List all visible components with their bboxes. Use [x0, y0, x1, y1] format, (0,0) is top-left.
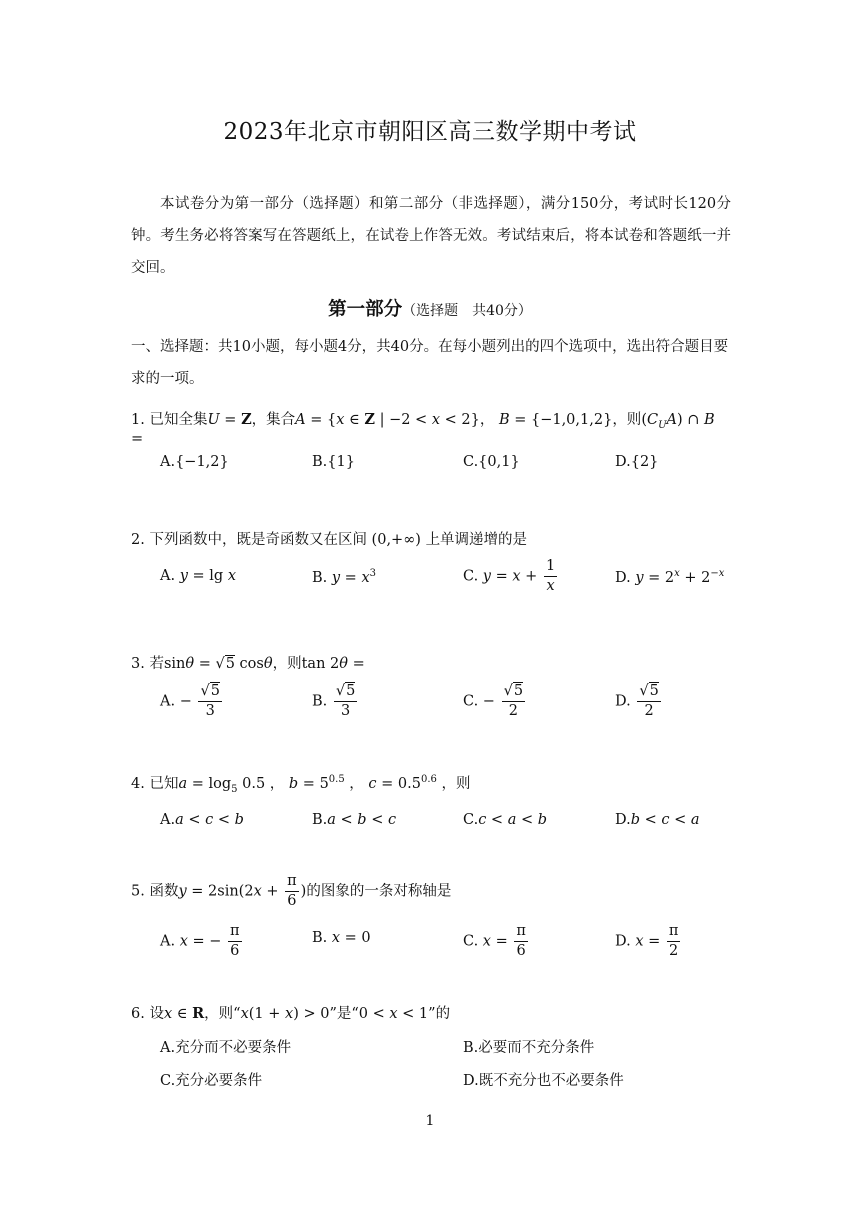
question-5-option-c: C. x = $\frac{\pi}{6}$: [463, 923, 526, 959]
question-type-instruction: 一、选择题：共10小题，每小题4分，共40分。在每小题列出的四个选项中，选出符合题目要求的一项。: [131, 339, 729, 387]
question-1-option-b: B.{1}: [312, 454, 355, 470]
exam-instructions: 本试卷分为第一部分（选择题）和第二部分（非选择题），满分150分，考试时长120分钟。考生务必将答案写在答题纸上，在试卷上作答无效。考试结束后，将本试卷和答题纸一并交回。: [131, 196, 731, 276]
question-2: 2. 下列函数中，既是奇函数又在区间 (0,+∞) 上单调递增的是: [131, 532, 528, 548]
question-6-tail: ”的: [428, 1006, 451, 1022]
question-5-tail: 的图象的一条对称轴是: [306, 883, 452, 900]
question-3-text: ，则: [272, 656, 302, 672]
question-6: 6. 设x ∈ R，则“x(1 + x) > 0”是“0 < x < 1”的: [131, 1005, 451, 1022]
question-6-lead: 6. 设: [131, 1006, 164, 1022]
question-6-option-c: C.充分必要条件: [160, 1073, 263, 1089]
question-6-option-a: A.充分而不必要条件: [160, 1040, 292, 1056]
question-1-text-b: ，: [479, 412, 495, 428]
question-1-text-c: ，则: [612, 412, 642, 428]
question-1: 1. 已知全集U = Z，集合A = {x ∈ Z | −2 < x < 2}， B = {−1,0,1,2}，则$(C_UA)$ ∩ B =: [131, 411, 715, 447]
question-6-option-d: D.既不充分也不必要条件: [463, 1073, 624, 1089]
question-2-option-b: B. $y = x^3$: [312, 568, 377, 586]
question-5: 5. 函数y = 2sin(2x + $\frac{\pi}{6}$ )的图象的一条对称轴是: [131, 873, 452, 909]
section-subtitle: （选择题 共40分）: [402, 303, 532, 319]
section-title: 第一部分: [328, 299, 403, 320]
question-4-tail: ，则: [441, 776, 471, 792]
page-number: 1: [425, 1113, 435, 1129]
question-3-option-a: A. − $\frac{√5}{3}$: [160, 683, 220, 719]
question-2-option-c: C. y = x + $\frac{1}{x}$: [463, 558, 556, 594]
question-3: 3. 若sinθ = √5 cosθ，则tan 2θ =: [131, 656, 365, 672]
question-4-option-d: D.b < c < a: [615, 812, 700, 828]
question-2-lead: 2. 下列函数中，既是奇函数又在区间: [131, 532, 367, 548]
question-3-option-c: C. − $\frac{√5}{2}$: [463, 683, 524, 719]
question-1-lead: 1. 已知全集: [131, 412, 208, 428]
question-6-option-b: B.必要而不充分条件: [463, 1040, 595, 1056]
question-6-text-b: ”是“: [329, 1006, 359, 1022]
page-title: 2023年北京市朝阳区高三数学期中考试: [223, 119, 637, 145]
question-3-lead: 3. 若: [131, 656, 164, 672]
question-1-option-a: A.{−1,2}: [160, 454, 229, 470]
question-2-option-a: A. y = lg x: [160, 568, 236, 584]
question-5-option-b: B. x = 0: [312, 930, 371, 946]
question-3-option-b: B. $\frac{√5}{3}$: [312, 683, 356, 719]
question-6-text-a: ，则“: [204, 1006, 241, 1022]
section-heading: [0, 295, 860, 321]
question-4: 4. 已知$a = \log_5 0.5$ ， $b = 5^{0.5}$ ， $c = 0.5^{0.6}$ ，则: [131, 774, 471, 795]
question-4-option-a: A.a < c < b: [160, 812, 244, 828]
question-4-option-b: B.a < b < c: [312, 812, 397, 828]
question-4-lead: 4. 已知: [131, 776, 179, 792]
question-1-option-c: C.{0,1}: [463, 454, 520, 470]
question-2-tail: 上单调递增的是: [425, 532, 528, 548]
question-1-option-d: D.{2}: [615, 454, 659, 470]
question-5-option-a: A. x = − $\frac{\pi}{6}$: [160, 923, 240, 959]
question-1-text-a: ，集合: [251, 412, 296, 428]
question-3-option-d: D. $\frac{√5}{2}$: [615, 683, 659, 719]
question-2-option-d: D. $y = 2^x + 2^{-x}$: [615, 568, 725, 586]
question-5-option-d: D. x = $\frac{\pi}{2}$: [615, 923, 679, 959]
question-4-option-c: C.c < a < b: [463, 812, 548, 828]
question-5-lead: 5. 函数: [131, 883, 179, 900]
